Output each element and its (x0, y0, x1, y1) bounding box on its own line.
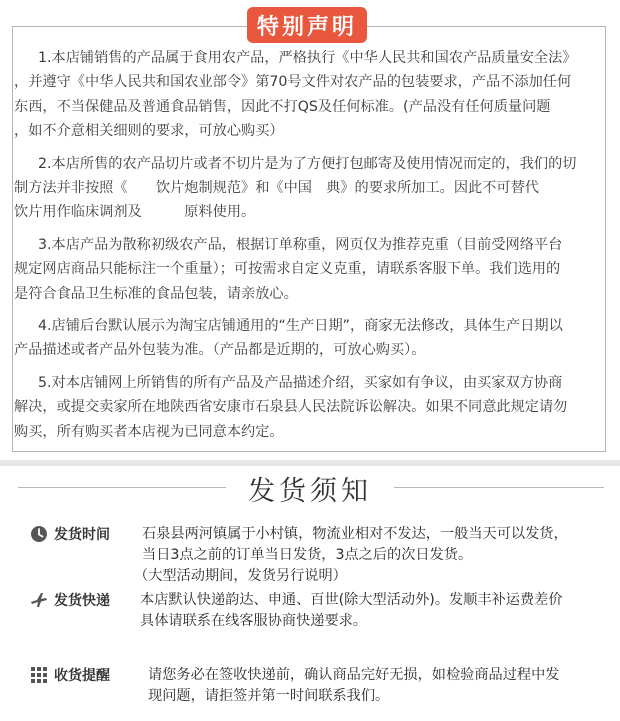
notice-line: 5.对本店铺网上所销售的所有产品及产品描述介绍，买家如有争议，由买家双方协商 (38, 374, 563, 391)
receipt-reminder-text (148, 665, 620, 707)
title-rule-left (18, 487, 226, 488)
shipping-line: 当日3点之前的订单当日发货，3点之后的次日发货。 (142, 547, 473, 563)
notice-line: 3.本店产品为散称初级农产品，根据订单称重，网页仅为推荐克重（目前受网络平台 (38, 236, 563, 253)
title-rule-right (394, 487, 604, 488)
notice-paragraph-1 (14, 46, 612, 144)
notice-line: 1.本店铺销售的产品属于食用农产品，严格执行《中华人民共和国农产品质量安全法》 (38, 50, 577, 66)
courier-text (140, 590, 618, 632)
notice-line: 2.本店所售的农产品切片或者不切片是为了方便打包邮寄及使用情况而定的，我们的切 (38, 155, 577, 172)
airplane-icon (30, 591, 48, 609)
notice-title-badge: 特别声明 (247, 7, 367, 43)
shipping-line: 石泉县两河镇属于小村镇，物流业相对不发达，一般当天可以发货， (142, 526, 568, 542)
shipping-line: 本店默认快递韵达、申通、百世(除大型活动外)。发顺丰补运费差价 (140, 592, 563, 608)
notice-line: ，如不介意相关细则的要求，可放心购买） (14, 123, 284, 140)
receipt-reminder-label (30, 665, 110, 685)
shipping-line: 现问题，请拒签并第一时间联系我们。 (148, 688, 390, 704)
notice-paragraphs (14, 46, 612, 452)
notice-line: 饮片用作临床调剂及 原料使用。 (14, 204, 256, 221)
notice-line: 解决，或提交卖家所在地陕西省安康市石泉县人民法院诉讼解决。如果不同意此规定请勿 (14, 399, 568, 416)
notice-line: 购买，所有购买者本店视为已同意本约定。 (14, 423, 284, 440)
shipping-time-label (30, 524, 110, 544)
notice-paragraph-4 (14, 314, 612, 363)
shipping-time-text (134, 524, 620, 587)
label-text: 收货提醒 (54, 668, 110, 684)
clock-icon (30, 525, 48, 543)
label-text: 发货快递 (54, 593, 110, 609)
notice-line: 规定网店商品只能标注一个重量）；可按需求自定义克重，请联系客服下单。我们选用的 (14, 261, 561, 278)
notice-line: ，并遵守《中华人民共和国农业部令》第70号文件对农产品的包装要求，产品不添加任何 (14, 74, 572, 91)
shipping-title-row (0, 468, 620, 508)
shipping-title: 发货须知 (248, 475, 372, 507)
notice-line: 东西，不当保健品及普通食品销售，因此不打QS及任何标准。(产品没有任何质量问题 (14, 98, 551, 115)
shipping-line: 具体请联系在线客服协商快递要求。 (140, 613, 368, 629)
section-divider-band (0, 460, 620, 466)
shipping-line: 请您务必在签收快递前，确认商品完好无损，如检验商品过程中发 (148, 667, 560, 683)
notice-paragraph-5 (14, 371, 612, 444)
grid-icon (30, 666, 48, 684)
notice-line: 4.店铺后台默认展示为淘宝店铺通用的“生产日期”，商家无法修改，具体生产日期以 (38, 318, 563, 335)
notice-line: 是符合食品卫生标准的食品包装，请亲放心。 (14, 285, 298, 302)
notice-line: 产品描述或者产品外包装为准。（产品都是近期的，可放心购买）。 (14, 342, 426, 359)
notice-paragraph-3 (14, 233, 612, 306)
notice-paragraph-2 (14, 152, 612, 225)
shipping-line: （大型活动期间，发货另行说明） (134, 568, 347, 584)
notice-line: 制方法并非按照《 饮片炮制规范》和《中国 典》的要求所加工。因此不可替代 (14, 180, 539, 197)
label-text: 发货时间 (54, 527, 110, 543)
courier-label (30, 590, 110, 610)
